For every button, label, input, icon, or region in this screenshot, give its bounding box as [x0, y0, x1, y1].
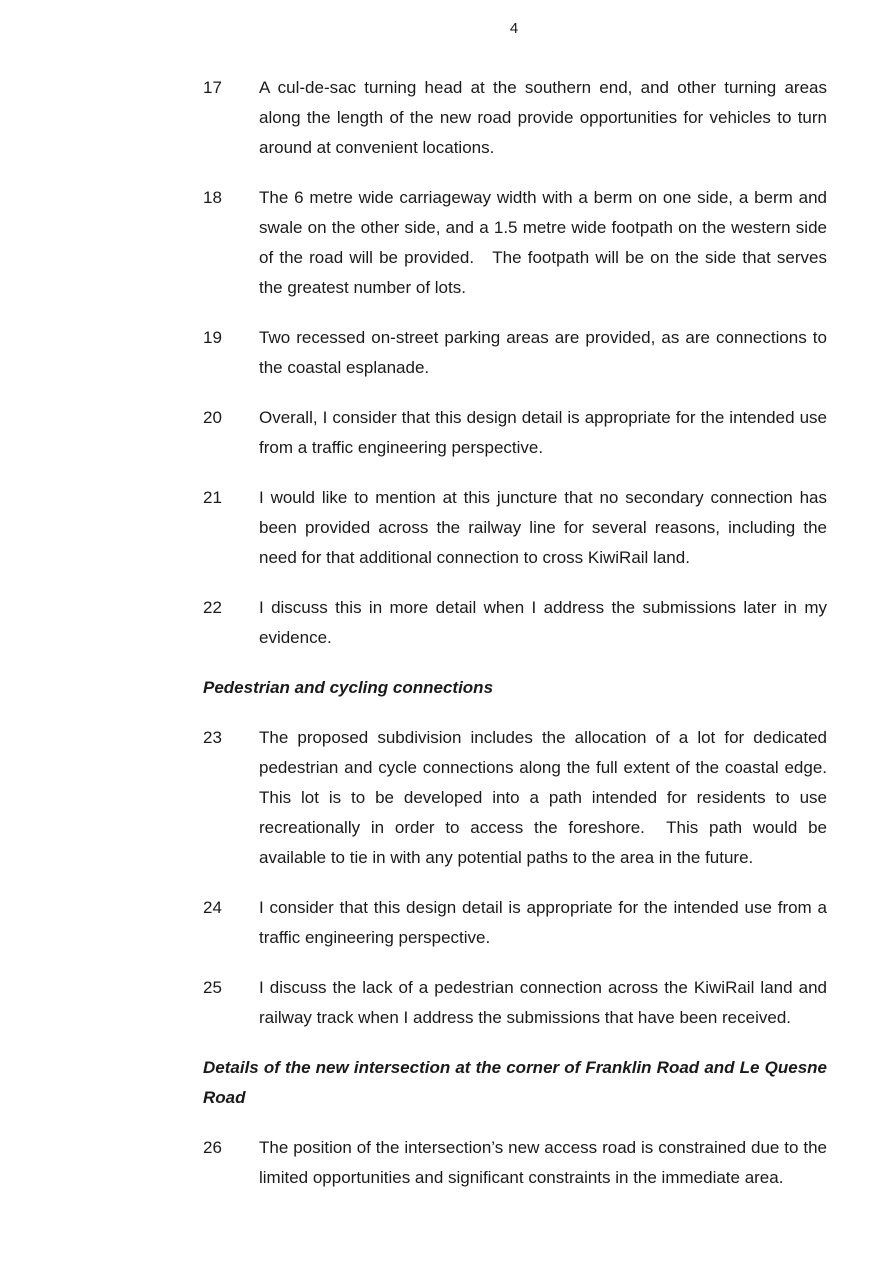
paragraph-22	[203, 593, 827, 653]
paragraph-number: 22	[203, 598, 222, 617]
paragraph-text: I consider that this design detail is appropriate for the intended use from a traffic engineering perspective.	[259, 898, 827, 947]
paragraph-number: 20	[203, 408, 222, 427]
section-heading: Pedestrian and cycling connections	[203, 678, 494, 697]
paragraph-21	[203, 483, 827, 573]
section-heading: Details of the new intersection at the corner of Franklin Road and Le Quesne Road	[203, 1058, 827, 1107]
paragraph-text: Two recessed on-street parking areas are provided, as are connections to the coastal esplanade.	[259, 328, 827, 377]
paragraph-number: 19	[203, 328, 222, 347]
paragraph-number: 24	[203, 898, 222, 917]
paragraph-text: The position of the intersection’s new access road is constrained due to the limited opportunities and significant constraints in the immediate area.	[259, 1138, 827, 1187]
paragraph-text: The 6 metre wide carriageway width with a berm on one side, a berm and swale on the other side, and a 1.5 metre wide footpath on the western side of the road will be provided. The footpath will be on the side that serves the greatest number of lots.	[259, 188, 832, 297]
paragraph-text: A cul-de-sac turning head at the southern end, and other turning areas along the length of the new road provide opportunities for vehicles to turn around at convenient locations.	[259, 78, 827, 157]
paragraph-text: I would like to mention at this juncture that no secondary connection has been provided across the railway line for several reasons, including the need for that additional connection to cross KiwiRail land.	[259, 488, 827, 567]
paragraph-number: 18	[203, 188, 222, 207]
paragraph-25	[203, 973, 827, 1033]
paragraph-20	[203, 403, 827, 463]
paragraph-number: 17	[203, 78, 222, 97]
paragraph-18	[203, 183, 832, 303]
paragraph-26	[203, 1133, 827, 1193]
paragraph-text: The proposed subdivision includes the allocation of a lot for dedicated pedestrian and cycle connections along the full extent of the coastal edge. This lot is to be developed into a path intended for residents to use recreationally in order to access the foreshore. This path would be available to tie in with any potential paths to the area in the future.	[259, 728, 832, 867]
paragraph-text: Overall, I consider that this design detail is appropriate for the intended use from a traffic engineering perspective.	[259, 408, 827, 457]
paragraph-number: 23	[203, 728, 222, 747]
paragraph-19	[203, 323, 827, 383]
paragraph-text: I discuss the lack of a pedestrian connection across the KiwiRail land and railway track when I address the submissions that have been received.	[259, 978, 827, 1027]
paragraph-24	[203, 893, 827, 953]
paragraph-number: 21	[203, 488, 222, 507]
paragraph-23	[203, 723, 832, 873]
paragraph-number: 25	[203, 978, 222, 997]
paragraph-text: I discuss this in more detail when I address the submissions later in my evidence.	[259, 598, 827, 647]
page-number: 4	[509, 20, 519, 37]
paragraph-17	[203, 73, 827, 163]
paragraph-number: 26	[203, 1138, 222, 1157]
document-body	[203, 73, 832, 1213]
